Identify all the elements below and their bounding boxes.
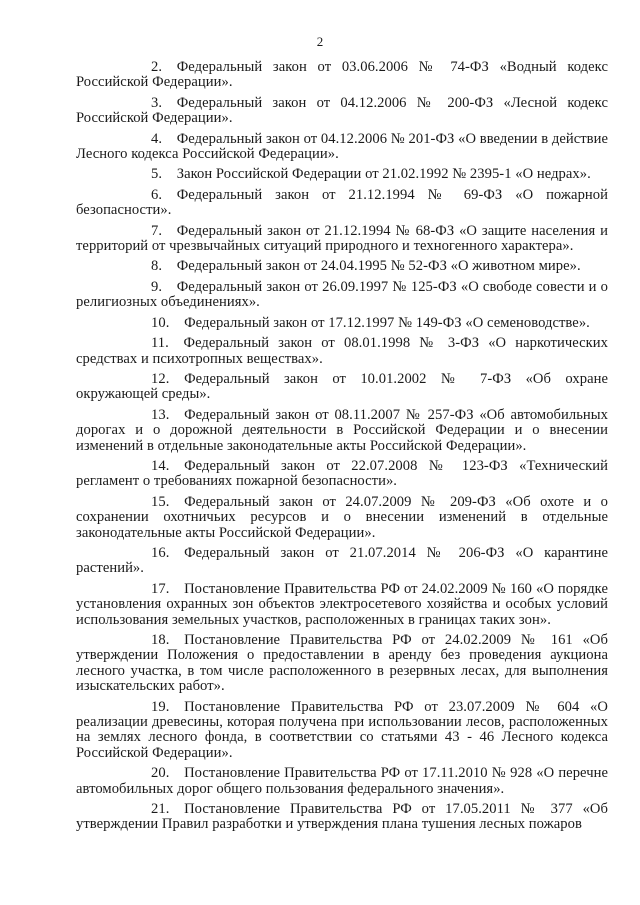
list-item: [76, 766, 608, 797]
list-item-number: 2.: [151, 59, 163, 75]
list-item: [76, 633, 608, 695]
list-item: [76, 408, 608, 454]
list-item-text: Федеральный закон от 21.12.1994 № 68-ФЗ «О защите населения и территорий от чрезвычайных ситуаций природного и техногенного характера».: [76, 222, 608, 255]
list-item-number: 16.: [151, 544, 170, 561]
list-item: [76, 188, 608, 219]
list-item: [76, 259, 608, 274]
list-item: [76, 582, 608, 628]
list-item-text: Федеральный закон от 21.12.1994 № 69-ФЗ «О пожарной безопасности».: [76, 186, 608, 219]
list-item: [76, 280, 608, 311]
list-item-number: 12.: [151, 370, 170, 387]
list-item-text: Федеральный закон от 10.01.2002 № 7-ФЗ «Об охране окружающей среды».: [76, 370, 608, 403]
list-item: [76, 802, 608, 833]
list-item-text: Постановление Правительства РФ от 24.02.2009 № 161 «Об утверждении Положения о предоставлении в аренду без проведения аукциона лесного участка, в том числе расположенного в резервных лесах, для выполнения изыскательских работ».: [76, 632, 608, 695]
list-item-number: 8.: [151, 258, 163, 275]
list-item-number: 3.: [151, 94, 163, 111]
list-item-number: 21.: [151, 801, 170, 818]
list-item: [76, 224, 608, 255]
list-item-text: Постановление Правительства РФ от 17.05.2011 № 377 «Об утверждении Правил разработки и утверждения плана тушения лесных пожаров: [76, 801, 608, 833]
list-item: [76, 495, 608, 541]
list-item-text: Постановление Правительства РФ от 23.07.2009 № 604 «О реализации древесины, которая получена при использовании лесов, расположенных на землях лесного фонда, в соответствии со статьями 43 - 46 Лесного кодекса Российской Федерации».: [76, 698, 608, 761]
list-item: [76, 316, 608, 331]
list-item-number: 17.: [151, 580, 170, 597]
list-item-text: Постановление Правительства РФ от 24.02.2009 № 160 «О порядке установления охранных зон объектов электросетевого хозяйства и особых условий использования земельных участков, расположенных в границах таких зон».: [76, 580, 608, 628]
list-item-text: Федеральный закон от 24.07.2009 № 209-ФЗ «Об охоте и о сохранении охотничьих ресурсов и о внесении изменений в отдельные законодательные акты Российской Федерации».: [76, 493, 608, 541]
list-item-number: 20.: [151, 765, 170, 782]
list-item-text: Федеральный закон от 26.09.1997 № 125-ФЗ «О свободе совести и о религиозных объединениях».: [76, 278, 608, 311]
list-item-text: Федеральный закон от 08.01.1998 № 3-ФЗ «О наркотических средствах и психотропных веществах».: [76, 335, 608, 367]
list-item-number: 19.: [151, 698, 170, 715]
list-item-text: Закон Российской Федерации от 21.02.1992 № 2395-1 «О недрах».: [176, 166, 591, 183]
list-item-number: 15.: [151, 493, 170, 510]
list-item: [76, 60, 608, 91]
list-item-text: Федеральный закон от 04.12.2006 № 200-ФЗ «Лесной кодекс Российской Федерации».: [76, 94, 608, 127]
list-item-text: Федеральный закон от 22.07.2008 № 123-ФЗ «Технический регламент о требованиях пожарной безопасности».: [76, 457, 608, 490]
list-item-text: Федеральный закон от 08.11.2007 № 257-ФЗ «Об автомобильных дорогах и о дорожной деятельности в Российской Федерации и о внесении изменений в отдельные законодательные акты Российской Федерации».: [76, 406, 608, 454]
page-number: 2: [316, 34, 324, 49]
list-item: [76, 546, 608, 577]
list-item-number: 5.: [151, 166, 163, 183]
list-item-text: Федеральный закон от 17.12.1997 № 149-ФЗ «О семеноводстве».: [184, 314, 590, 331]
list-item-number: 14.: [151, 457, 170, 474]
list-item-number: 9.: [151, 278, 163, 295]
list-item-number: 13.: [151, 406, 170, 423]
list-item: [76, 132, 608, 163]
list-item-text: Постановление Правительства РФ от 17.11.2010 № 928 «О перечне автомобильных дорог общего пользования федерального значения».: [76, 765, 608, 797]
list-item-text: Федеральный закон от 04.12.2006 № 201-ФЗ «О введении в действие Лесного кодекса Российской Федерации».: [76, 130, 608, 163]
list-item: [76, 372, 608, 403]
list-item: [76, 700, 608, 762]
list-item-number: 11.: [151, 335, 169, 352]
list-item-number: 10.: [151, 314, 170, 331]
list-item-text: Федеральный закон от 21.07.2014 № 206-ФЗ «О карантине растений».: [76, 544, 608, 577]
list-item-number: 6.: [151, 186, 163, 203]
list-item-text: Федеральный закон от 24.04.1995 № 52-ФЗ «О животном мире».: [176, 258, 581, 275]
list-item-number: 4.: [151, 130, 163, 147]
list-item: [76, 459, 608, 490]
list-item: [76, 96, 608, 127]
list-item-text: Федеральный закон от 03.06.2006 № 74-ФЗ «Водный кодекс Российской Федерации».: [76, 59, 608, 91]
list-item: [76, 336, 608, 367]
list-item: [76, 167, 608, 182]
list-item-number: 18.: [151, 632, 170, 648]
list-item-number: 7.: [151, 222, 163, 239]
legal-acts-list: [76, 60, 608, 838]
